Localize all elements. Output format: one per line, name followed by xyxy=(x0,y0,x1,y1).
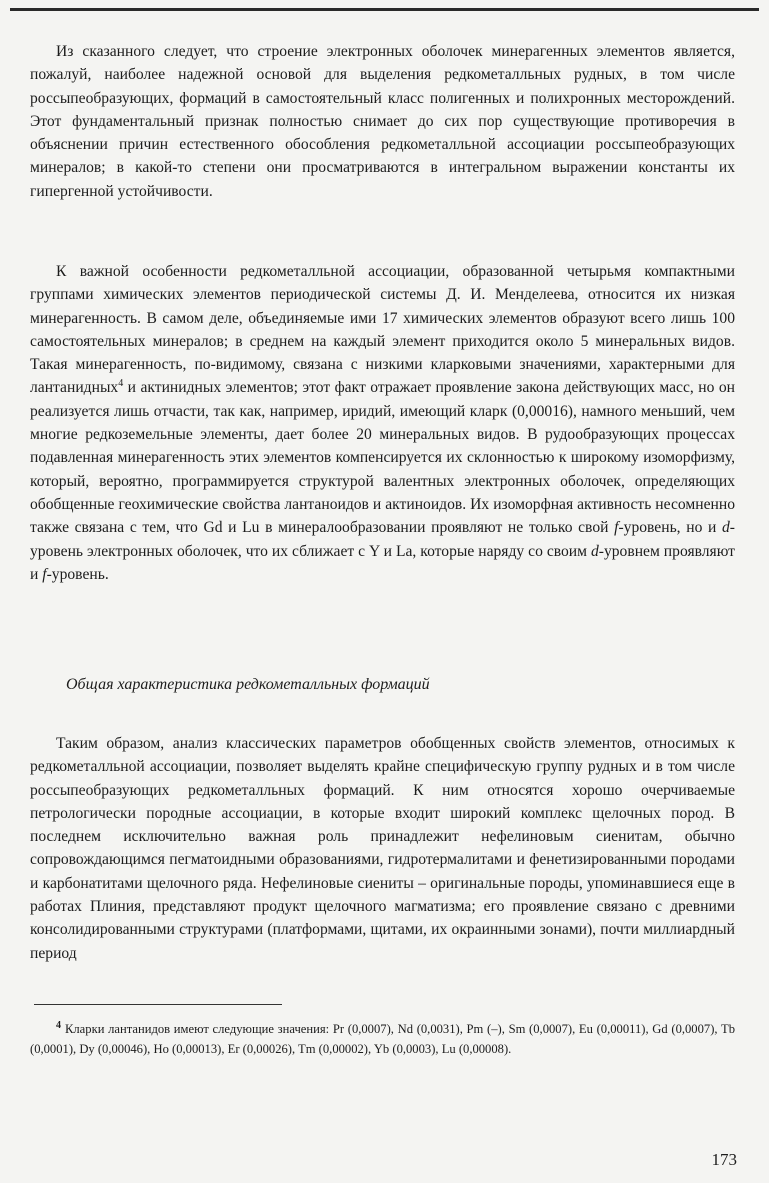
f-symbol: f xyxy=(42,565,47,583)
paragraph-1-text: Из сказанного следует, что строение электронных оболочек минерагенных элементов является, пожалуй, наиболее надежной основой для выделения редкометалльных рудных, в том числе россыпеобразующих, формаций в самостоятельный класс полигенных и полихронных месторождений. Этот фундаментальный признак полностью снимает до сих пор существующие противоречия в объяснении причин естественного обособления редкометалльной ассоциации россыпеобразующих минералов; в какой-то степени они просматриваются в интегральном выражении константы их гипергенной устойчивости. xyxy=(30,43,735,200)
paragraph-2-text-d: -уровень электронных оболочек, что их сближает с Y и La, которые наряду со своим xyxy=(30,519,735,560)
section-heading: Общая характеристика редкометалльных формаций xyxy=(66,676,430,693)
footnote-number: 4 xyxy=(56,1020,61,1031)
paragraph-3-text: Таким образом, анализ классических параметров обобщенных свойств элементов, относимых к редкометалльной ассоциации, позволяет выделять крайне специфическую группу рудных и в том числе россыпеобразующих редкометалльных формаций. К ним относятся хорошо очерчиваемые петрологически породные ассоциации, в которые входит широкий комплекс щелочных пород. В последнем исключительно важная роль принадлежит нефелиновым сиенитам, обычно сопровождающимся пегматоидными образованиями, гидротермалитами и фенетизированными породами и карбонатитами щелочного ряда. Нефелиновые сиениты – оригинальные породы, упоминавшиеся еще в работах Плиния, представляют продукт щелочного магматизма; его проявление связано с древними консолидированными структурами (платформами, щитами, их окраинными зонами), почти миллиардный период xyxy=(30,735,735,962)
f-symbol: f xyxy=(614,519,619,537)
footnote-divider xyxy=(34,1004,282,1005)
page-number: 173 xyxy=(711,1150,737,1169)
footnote-text: Кларки лантанидов имеют следующие значения: Pr (0,0007), Nd (0,0031), Pm (–), Sm (0,0007), Eu (0,00011), Gd (0,0007), Tb (0,0001), Dy (0,00046), Ho (0,00013), Er (0,00026), Tm (0,00002), Yb (0,0003), Lu (0,00008). xyxy=(30,1022,735,1056)
d-symbol: d xyxy=(590,542,599,560)
paragraph-2-text-a: К важной особенности редкометалльной ассоциации, образованной четырьмя компактными группами химических элементов периодической системы Д. И. Менделеева, относится их низкая минерагенность. В самом деле, объединяемые ими 17 химических элементов образуют всего лишь 100 самостоятельных минералов; в среднем на каждый элемент приходится около 5 минеральных видов. Такая минерагенность, по-видимому, связана с низкими кларковыми значениями, характерными для лантанидных xyxy=(30,263,735,397)
top-rule xyxy=(10,8,759,11)
paragraph-2-text-g: -уровень. xyxy=(46,565,109,583)
paragraph-2-text-c: -уровень, но и xyxy=(618,519,722,537)
paragraph-2-text-b: и актинидных элементов; этот факт отражает проявление закона действующих масс, но он реализуется лишь отчасти, так как, например, иридий, имеющий кларк (0,00016), намного меньший, чем многие редкоземельные элементы, дает более 20 минеральных видов. В рудообразующих процессах подавленная минерагенность этих элементов компенсируется их склонностью к широкому изоморфизму, который, вероятно, программируется структурой валентных электронных оболочек, определяющих обобщенные геохимические свойства лантаноидов и актиноидов. Их изоморфная активность несомненно также связана с тем, что Gd и Lu в минералообразовании проявляют не только свой xyxy=(30,379,735,537)
paragraph-2 xyxy=(30,260,735,586)
d-symbol: d xyxy=(722,519,730,537)
paragraph-2-text-e: -уровнем проявляют и xyxy=(30,542,735,583)
paragraph-1 xyxy=(30,40,735,203)
paragraph-3 xyxy=(30,732,735,965)
footnote-ref[interactable]: 4 xyxy=(118,378,124,390)
footnote xyxy=(30,1016,735,1059)
